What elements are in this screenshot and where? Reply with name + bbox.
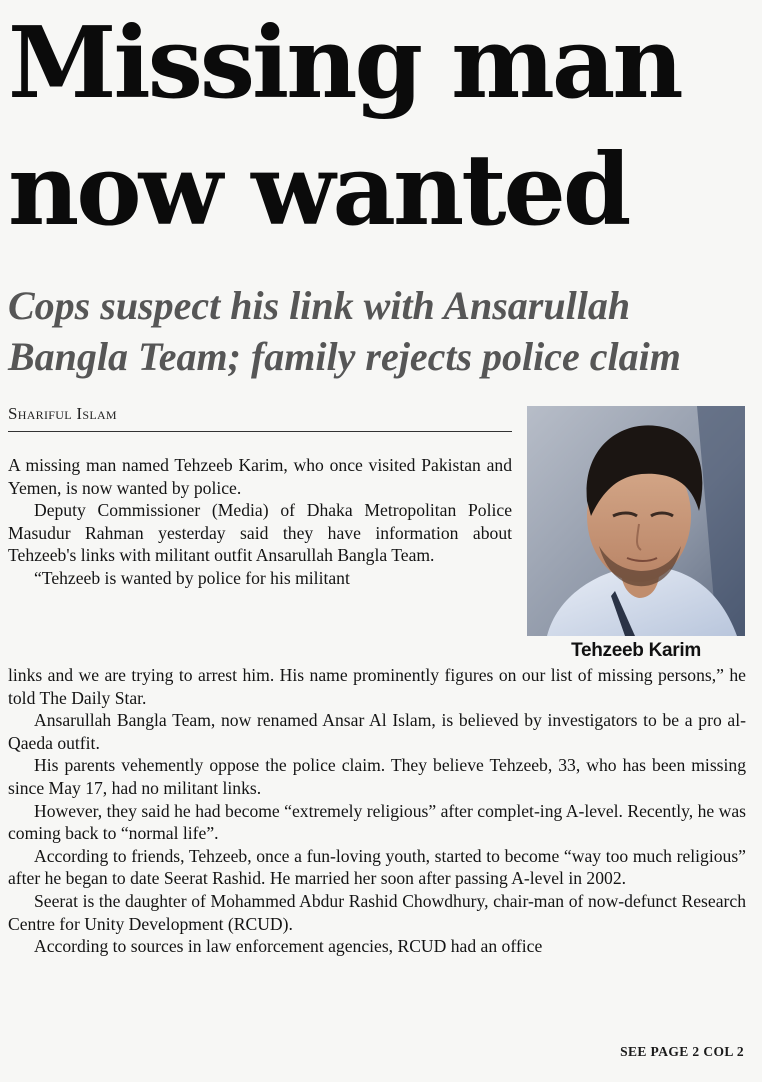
headline — [8, 0, 758, 254]
headline-line-1: Missing man — [8, 6, 681, 121]
article-paragraph-9: According to sources in law enforcement agencies, RCUD had an office — [34, 936, 543, 957]
article-paragraph-4: Ansarullah Bangla Team, now renamed Ansar Al Islam, is believed by investigators to be a pro al-Qaeda outfit. — [8, 710, 746, 753]
photo-caption: Tehzeeb Karim — [571, 640, 701, 661]
subheadline — [8, 280, 758, 382]
byline: Shariful Islam — [8, 404, 512, 432]
subheadline-line-1: Cops suspect his link with Ansarullah — [8, 283, 631, 328]
continuation-note: SEE PAGE 2 COL 2 — [620, 1044, 744, 1059]
subheadline-line-2: Bangla Team; family rejects police claim — [8, 334, 681, 379]
article-paragraph-2: Deputy Commissioner (Media) of Dhaka Metropolitan Police Masudur Rahman yesterday said they have information about Tehzeeb's links with militant outfit Ansarullah Bangla Team. — [8, 500, 512, 566]
article-body-narrow-column — [8, 454, 512, 590]
portrait-photo — [527, 406, 745, 636]
article-paragraph-6: However, they said he had become “extremely religious” after complet-ing A-level. Recently, he was coming back to “normal life”. — [8, 800, 746, 844]
article-paragraph-7: According to friends, Tehzeeb, once a fun-loving youth, started to become “way too much religious” after he began to date Seerat Rashid. He married her soon after passing A-level in 2002. — [8, 845, 746, 889]
article-paragraph-1: A missing man named Tehzeeb Karim, who once visited Pakistan and Yemen, is now wanted by police. — [8, 455, 512, 498]
portrait-image — [527, 406, 745, 636]
article-paragraph-5: His parents vehemently oppose the police claim. They believe Tehzeeb, 33, who has been missing since May 17, had no militant links. — [8, 755, 746, 798]
article-paragraph-3-start: “Tehzeeb is wanted by police for his militant — [34, 567, 350, 588]
headline-line-2: now wanted — [8, 133, 629, 248]
article-body-wide-column — [8, 664, 746, 958]
article-paragraph-3-continued: links and we are trying to arrest him. His name prominently figures on our list of missing persons,” he told The Daily Star. — [8, 665, 746, 708]
article-paragraph-8: Seerat is the daughter of Mohammed Abdur Rashid Chowdhury, chair-man of now-defunct Research Centre for Unity Development (RCUD). — [8, 890, 746, 934]
